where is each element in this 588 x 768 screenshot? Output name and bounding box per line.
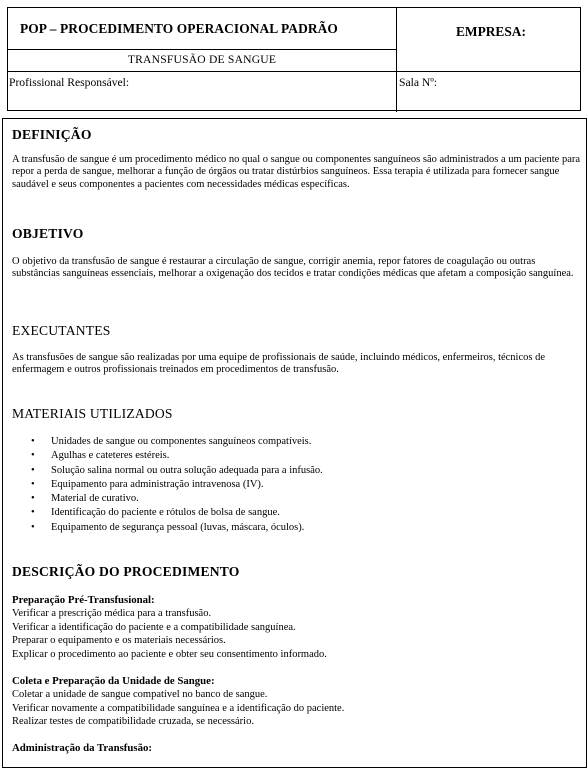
list-item: Preparar o equipamento e os materiais necessários. (12, 635, 226, 647)
section-title-definicao: DEFINIÇÃO (12, 127, 92, 142)
section-title-objetivo: OBJETIVO (12, 226, 84, 241)
materiais-list (51, 436, 323, 536)
list-item: Verificar novamente a compatibilidade sanguínea e a identificação do paciente. (12, 702, 345, 714)
profissional-label: Profissional Responsável: (9, 76, 130, 89)
executantes-text: As transfusões de sangue são realizadas por uma equipe de profissionais de saúde, incluindo médicos, enfermeiros, técnicos de enfermagem e outros profissionais treinados em procedimentos de transfusão. (12, 352, 546, 376)
coleta-steps (12, 688, 344, 729)
header-divider (8, 49, 396, 50)
section-title-procedimento: DESCRIÇÃO DO PROCEDIMENTO (12, 564, 240, 579)
section-title-executantes: EXECUTANTES (12, 323, 111, 338)
sala-label: Sala Nº: (399, 76, 438, 89)
subsection-heading-administracao: Administração da Transfusão: (12, 742, 152, 754)
definicao-text: A transfusão de sangue é um procedimento médico no qual o sangue ou componentes sanguíneos são administrados a um paciente para repor a perda de sangue, melhorar a função de órgãos ou tratar distúrbios sanguíneos. Essa terapia é utilizada para fornecer sangue saudável e seus componentes a pacientes com necessidades médicas específicas. (12, 154, 581, 190)
list-item: Verificar a identificação do paciente e a compatibilidade sanguínea. (12, 621, 296, 633)
section-title-materiais: MATERIAIS UTILIZADOS (12, 406, 173, 421)
list-item: Realizar testes de compatibilidade cruzada, se necessário. (12, 716, 254, 728)
document-title: POP – PROCEDIMENTO OPERACIONAL PADRÃO (20, 21, 338, 36)
list-item: • Solução salina normal ou outra solução adequada para a infusão. (51, 465, 323, 479)
list-item: • Agulhas e cateteres estéreis. (51, 450, 323, 464)
list-item: • Equipamento de segurança pessoal (luvas, máscara, óculos). (51, 522, 323, 536)
list-item: Coletar a unidade de sangue compatível no banco de sangue. (12, 689, 268, 700)
list-item: Explicar o procedimento ao paciente e obter seu consentimento informado. (12, 648, 327, 660)
content-box (2, 118, 587, 768)
list-item: • Unidades de sangue ou componentes sanguíneos compatíveis. (51, 436, 323, 450)
list-item: Verificar a prescrição médica para a transfusão. (12, 608, 212, 619)
subsection-heading-pre: Preparação Pré-Transfusional: (12, 594, 155, 606)
list-item: • Equipamento para administração intravenosa (IV). (51, 479, 323, 493)
header-table (7, 7, 581, 111)
header-divider (8, 71, 580, 72)
list-item: • Material de curativo. (51, 493, 323, 507)
pre-steps (12, 607, 327, 661)
list-item: • Identificação do paciente e rótulos de bolsa de sangue. (51, 507, 323, 521)
objetivo-text: O objetivo da transfusão de sangue é restaurar a circulação de sangue, corrigir anemia, repor fatores de coagulação ou outras substâncias sanguíneas essenciais, melhorar a oxigenação dos tecidos e tratar condições médicas que afetam a composição sanguínea. (12, 256, 574, 280)
header-divider (396, 81, 397, 112)
subsection-heading-coleta: Coleta e Preparação da Unidade de Sangue: (12, 675, 215, 687)
procedure-subtitle: TRANSFUSÃO DE SANGUE (127, 53, 277, 66)
empresa-label: EMPRESA: (456, 24, 526, 39)
